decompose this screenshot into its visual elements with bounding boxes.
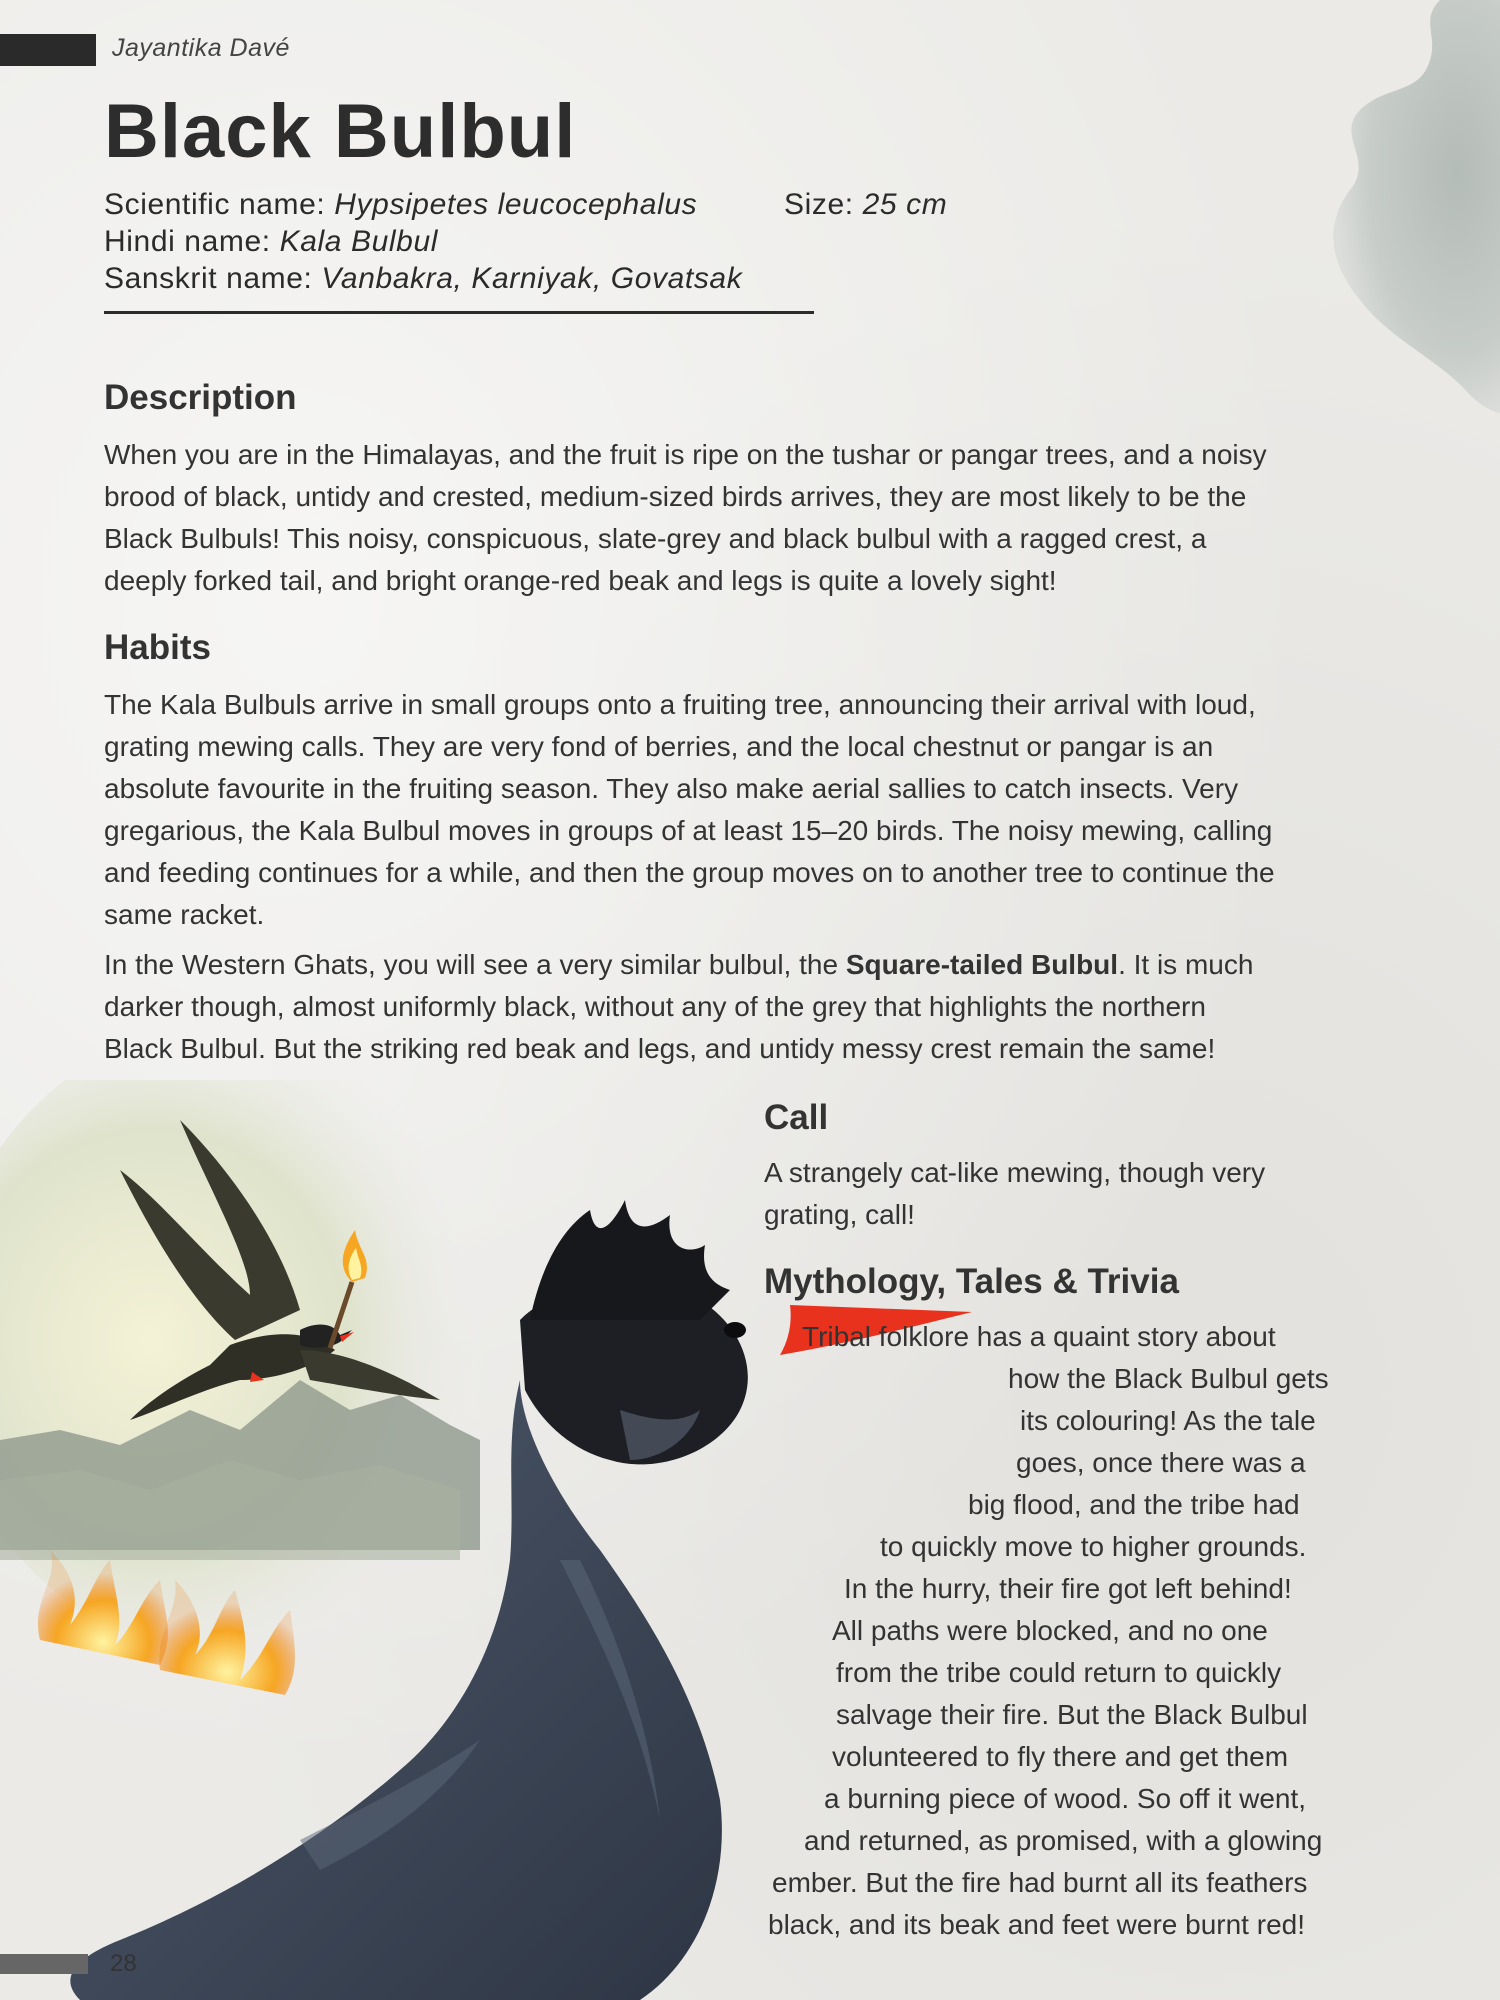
page-number-bar: [0, 1954, 88, 1974]
size-line: Size: 25 cm: [784, 188, 948, 221]
square-tailed-bulbul: Square-tailed Bulbul: [845, 949, 1119, 980]
habits-heading: Habits: [104, 628, 211, 667]
ink-blot-decoration: [1280, 0, 1500, 440]
description-heading: Description: [104, 378, 297, 417]
habits-text: The Kala Bulbuls arrive in small groups onto a fruiting tree, announcing their arrival with loud, grating mewing calls. They are very fond of berries, and the local chestnut or pangar is an absolute favourite in the fruiting season. They also make aerial sallies to catch insects. Very gregarious, the Kala Bulbul moves in groups of at least 15–20 birds. The noisy mewing, calling and feeding continues for a while, and then the group moves on to another tree to continue the same racket.: [104, 689, 1275, 930]
hindi-name-line: Hindi name: Kala Bulbul: [104, 225, 438, 258]
scientific-name-line: Scientific name: Hypsipetes leucocephalus: [104, 188, 698, 221]
habits-text-2: In the Western Ghats, you will see a very similar bulbul, the Square-tailed Bulbul. It is much darker though, almost uniformly black, without any of the grey that highlights the northern Black Bulbul. But the striking red beak and legs, and untidy messy crest remain the same!: [104, 949, 1254, 1064]
call-heading: Call: [764, 1098, 829, 1137]
page-number: 28: [110, 1950, 137, 1977]
page-title: Black Bulbul: [104, 89, 577, 174]
author-name: Jayantika Davé: [112, 34, 290, 62]
size-value: 25 cm: [862, 188, 948, 221]
species-meta: [104, 186, 948, 314]
description-text: When you are in the Himalayas, and the fruit is ripe on the tushar or pangar trees, and a noisy brood of black, untidy and crested, medium-sized birds arrives, they are most likely to be the Black Bulbuls! This noisy, conspicuous, slate-grey and black bulbul with a ragged crest, a deeply forked tail, and bright orange-red beak and legs is quite a lovely sight!: [104, 439, 1267, 596]
call-text: A strangely cat-like mewing, though very grating, call!: [764, 1157, 1266, 1230]
sanskrit-name-line: Sanskrit name: Vanbakra, Karniyak, Govatsak: [104, 262, 743, 295]
hindi-name: Kala Bulbul: [279, 225, 438, 258]
sanskrit-name: Vanbakra, Karniyak, Govatsak: [321, 262, 743, 295]
scientific-name: Hypsipetes leucocephalus: [334, 188, 698, 221]
mythology-heading: Mythology, Tales & Trivia: [764, 1262, 1179, 1301]
author-bar: [0, 34, 96, 66]
